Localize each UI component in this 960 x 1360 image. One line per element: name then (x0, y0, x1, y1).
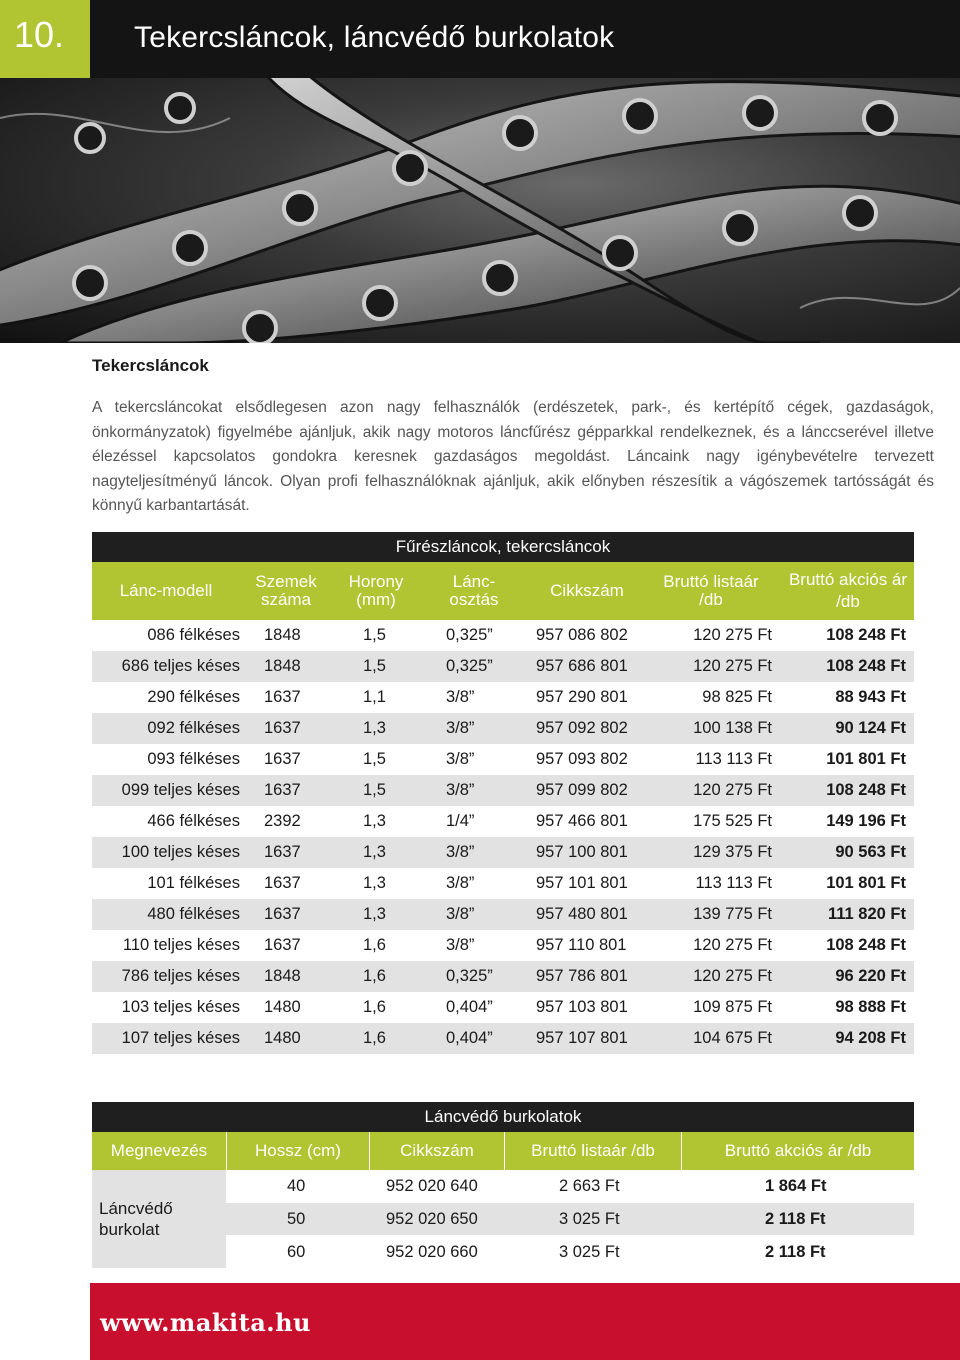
cell-list: 120 275 Ft (693, 936, 772, 954)
cell-list: 98 825 Ft (702, 688, 772, 706)
table-row (92, 899, 914, 930)
cell-pitch: 0,404” (446, 1029, 493, 1047)
cell-code: 957 290 801 (536, 688, 628, 706)
cell-pitch: 3/8” (446, 750, 475, 768)
chain-photo (0, 78, 960, 343)
cell-promo: 101 801 Ft (826, 874, 906, 892)
chain-table-caption: Fűrészláncok, tekercsláncok (92, 532, 914, 562)
chapter-number: 10. (14, 14, 65, 55)
cell-list: 100 138 Ft (693, 719, 772, 737)
cell-list: 120 275 Ft (693, 967, 772, 985)
cell-list: 113 113 Ft (695, 874, 772, 892)
cell-model: 686 teljes késes (121, 657, 240, 675)
cover-table-body (92, 1170, 914, 1268)
header-length: Hossz (cm) (255, 1141, 341, 1160)
cell-code: 957 786 801 (536, 967, 628, 985)
cell-pitch: 1/4” (446, 812, 475, 830)
cell-code: 957 110 801 (536, 936, 627, 954)
cell-code: 952 020 640 (386, 1177, 478, 1195)
cover-name: Láncvédő burkolat (99, 1199, 173, 1239)
chain-table-body (92, 620, 914, 1054)
cell-pitch: 0,325” (446, 626, 493, 644)
website-link[interactable]: www.makita.hu (100, 1308, 312, 1337)
cell-gauge: 1,6 (363, 936, 386, 954)
chain-illustration (0, 78, 960, 343)
cell-code: 957 101 801 (536, 874, 628, 892)
cell-gauge: 1,3 (363, 843, 386, 861)
cell-links: 1480 (264, 1029, 301, 1047)
cell-pitch: 3/8” (446, 874, 475, 892)
cell-model: 093 félkéses (147, 750, 240, 768)
cell-pitch: 0,325” (446, 967, 493, 985)
header-code: Cikkszám (400, 1141, 474, 1160)
cell-promo: 149 196 Ft (826, 812, 906, 830)
cell-links: 1637 (264, 874, 301, 892)
page-header (90, 0, 960, 78)
cell-pitch: 3/8” (446, 905, 475, 923)
cell-links: 1637 (264, 936, 301, 954)
cover-table-caption: Láncvédő burkolatok (92, 1102, 914, 1132)
chain-table-header (92, 562, 914, 620)
table-row (92, 992, 914, 1023)
cell-gauge: 1,5 (363, 657, 386, 675)
chapter-number-box (0, 0, 90, 78)
cell-gauge: 1,3 (363, 905, 386, 923)
cell-list: 139 775 Ft (693, 905, 772, 923)
cell-promo: 101 801 Ft (826, 750, 906, 768)
table-row (92, 744, 914, 775)
cell-model: 101 félkéses (147, 874, 240, 892)
cell-model: 099 teljes késes (121, 781, 240, 799)
footer-bar (90, 1283, 960, 1360)
cell-list: 175 525 Ft (693, 812, 772, 830)
cell-model: 107 teljes késes (121, 1029, 240, 1047)
cell-code: 957 466 801 (536, 812, 628, 830)
cell-gauge: 1,1 (363, 688, 386, 706)
cell-code: 957 100 801 (536, 843, 628, 861)
header-list-price: Bruttó listaár /db (531, 1141, 655, 1160)
cell-list: 109 875 Ft (693, 998, 772, 1016)
table-row (92, 806, 914, 837)
header-promo-price: Bruttó akciós ár /db (724, 1141, 872, 1160)
cell-pitch: 3/8” (446, 781, 475, 799)
cell-promo: 96 220 Ft (835, 967, 906, 985)
cell-list: 2 663 Ft (559, 1177, 620, 1195)
cell-model: 086 félkéses (147, 626, 240, 644)
cell-promo: 90 124 Ft (835, 719, 906, 737)
cell-model: 100 teljes késes (121, 843, 240, 861)
table-row (92, 868, 914, 899)
cell-promo: 1 864 Ft (765, 1177, 827, 1195)
cell-links: 1637 (264, 781, 301, 799)
cell-pitch: 3/8” (446, 688, 475, 706)
cell-code: 952 020 660 (386, 1243, 478, 1261)
cell-promo: 108 248 Ft (826, 936, 906, 954)
cell-code: 957 099 802 (536, 781, 628, 799)
header-links: Szemek száma (255, 572, 317, 609)
cell-gauge: 1,6 (363, 1029, 386, 1047)
cell-gauge: 1,6 (363, 967, 386, 985)
header-code: Cikkszám (550, 581, 624, 600)
cell-code: 957 686 801 (536, 657, 628, 675)
cell-promo: 88 943 Ft (835, 688, 906, 706)
cell-pitch: 3/8” (446, 843, 475, 861)
cell-promo: 2 118 Ft (765, 1210, 826, 1228)
cell-links: 1848 (264, 967, 301, 985)
section-title: Tekercsláncok (92, 356, 209, 375)
cell-model: 110 teljes késes (122, 936, 240, 954)
cell-gauge: 1,3 (363, 812, 386, 830)
table-row (226, 1170, 914, 1202)
cell-length: 40 (287, 1177, 306, 1195)
cell-list: 3 025 Ft (559, 1210, 620, 1228)
cell-pitch: 3/8” (446, 936, 475, 954)
cell-gauge: 1,6 (363, 998, 386, 1016)
cover-name-cell (92, 1170, 226, 1268)
table-row (92, 1023, 914, 1054)
cell-promo: 90 563 Ft (835, 843, 906, 861)
cell-list: 104 675 Ft (693, 1029, 772, 1047)
table-row (226, 1236, 914, 1268)
cell-model: 092 félkéses (147, 719, 240, 737)
cell-links: 1637 (264, 750, 301, 768)
header-promo-price: Bruttó akciós ár /db (788, 570, 908, 611)
page-title: Tekercsláncok, láncvédő burkolatok (134, 21, 615, 54)
cell-model: 480 félkéses (147, 905, 240, 923)
cell-code: 957 092 802 (536, 719, 628, 737)
cell-code: 957 480 801 (536, 905, 628, 923)
header-gauge: Horony (mm) (348, 572, 404, 609)
cell-list: 120 275 Ft (693, 781, 772, 799)
cell-links: 1480 (264, 998, 301, 1016)
cell-list: 120 275 Ft (693, 657, 772, 675)
cell-pitch: 0,404” (446, 998, 493, 1016)
cell-promo: 108 248 Ft (826, 626, 906, 644)
cell-code: 957 103 801 (536, 998, 628, 1016)
cell-pitch: 3/8” (446, 719, 475, 737)
table-row (92, 713, 914, 744)
table-row (226, 1203, 914, 1235)
cell-links: 1848 (264, 657, 301, 675)
cell-list: 3 025 Ft (559, 1243, 620, 1261)
table-row (92, 682, 914, 713)
cell-model: 466 félkéses (147, 812, 240, 830)
table-row (92, 620, 914, 651)
table-row (92, 961, 914, 992)
cell-gauge: 1,3 (363, 874, 386, 892)
cell-model: 103 teljes késes (121, 998, 240, 1016)
cell-model: 290 félkéses (147, 688, 240, 706)
cell-gauge: 1,3 (363, 719, 386, 737)
cell-links: 2392 (264, 812, 301, 830)
cell-links: 1637 (264, 688, 301, 706)
cell-promo: 94 208 Ft (835, 1029, 906, 1047)
cell-promo: 111 820 Ft (828, 905, 906, 923)
cell-code: 952 020 650 (386, 1210, 478, 1228)
table-row (92, 775, 914, 806)
cell-pitch: 0,325” (446, 657, 493, 675)
table-row (92, 837, 914, 868)
cell-links: 1637 (264, 905, 301, 923)
header-name: Megnevezés (110, 1141, 208, 1160)
cell-list: 120 275 Ft (693, 626, 772, 644)
header-pitch: Lánc-osztás (449, 572, 499, 609)
cell-model: 786 teljes késes (121, 967, 240, 985)
cell-promo: 2 118 Ft (765, 1243, 826, 1261)
header-model: Lánc-modell (119, 581, 213, 600)
table-row (92, 930, 914, 961)
header-list-price: Bruttó listaár /db (663, 572, 759, 609)
cell-links: 1637 (264, 843, 301, 861)
cell-gauge: 1,5 (363, 626, 386, 644)
cell-gauge: 1,5 (363, 781, 386, 799)
cell-code: 957 107 801 (536, 1029, 628, 1047)
cell-promo: 108 248 Ft (826, 781, 906, 799)
cell-list: 129 375 Ft (693, 843, 772, 861)
intro-paragraph: A tekercsláncokat elsődlegesen azon nagy felhasználók (erdészetek, park-, és kertépítő cégek, gazdaságok, önkormányzatok) figyelmébe ajánljuk, akik nagy motoros láncfűrész gépparkkal rendelkeznek, és a lánccserével illetve élezéssel kapcsolatos gondokra keresnek gazdaságos megoldást. Láncaink nagy igénybevételre tervezett nagyteljesítményű láncok. Olyan profi felhasználóknak ajánljuk, akik előnyben részesítik a vágószemek tartósságát és könnyű karbantartását. (92, 399, 934, 514)
cell-list: 113 113 Ft (695, 750, 772, 768)
cell-length: 50 (287, 1210, 306, 1228)
cell-links: 1848 (264, 626, 301, 644)
cell-promo: 108 248 Ft (826, 657, 906, 675)
cell-gauge: 1,5 (363, 750, 386, 768)
cover-table-header (92, 1132, 914, 1170)
cell-code: 957 093 802 (536, 750, 628, 768)
cell-links: 1637 (264, 719, 301, 737)
cell-code: 957 086 802 (536, 626, 628, 644)
cell-promo: 98 888 Ft (835, 998, 906, 1016)
cell-length: 60 (287, 1243, 306, 1261)
table-row (92, 651, 914, 682)
